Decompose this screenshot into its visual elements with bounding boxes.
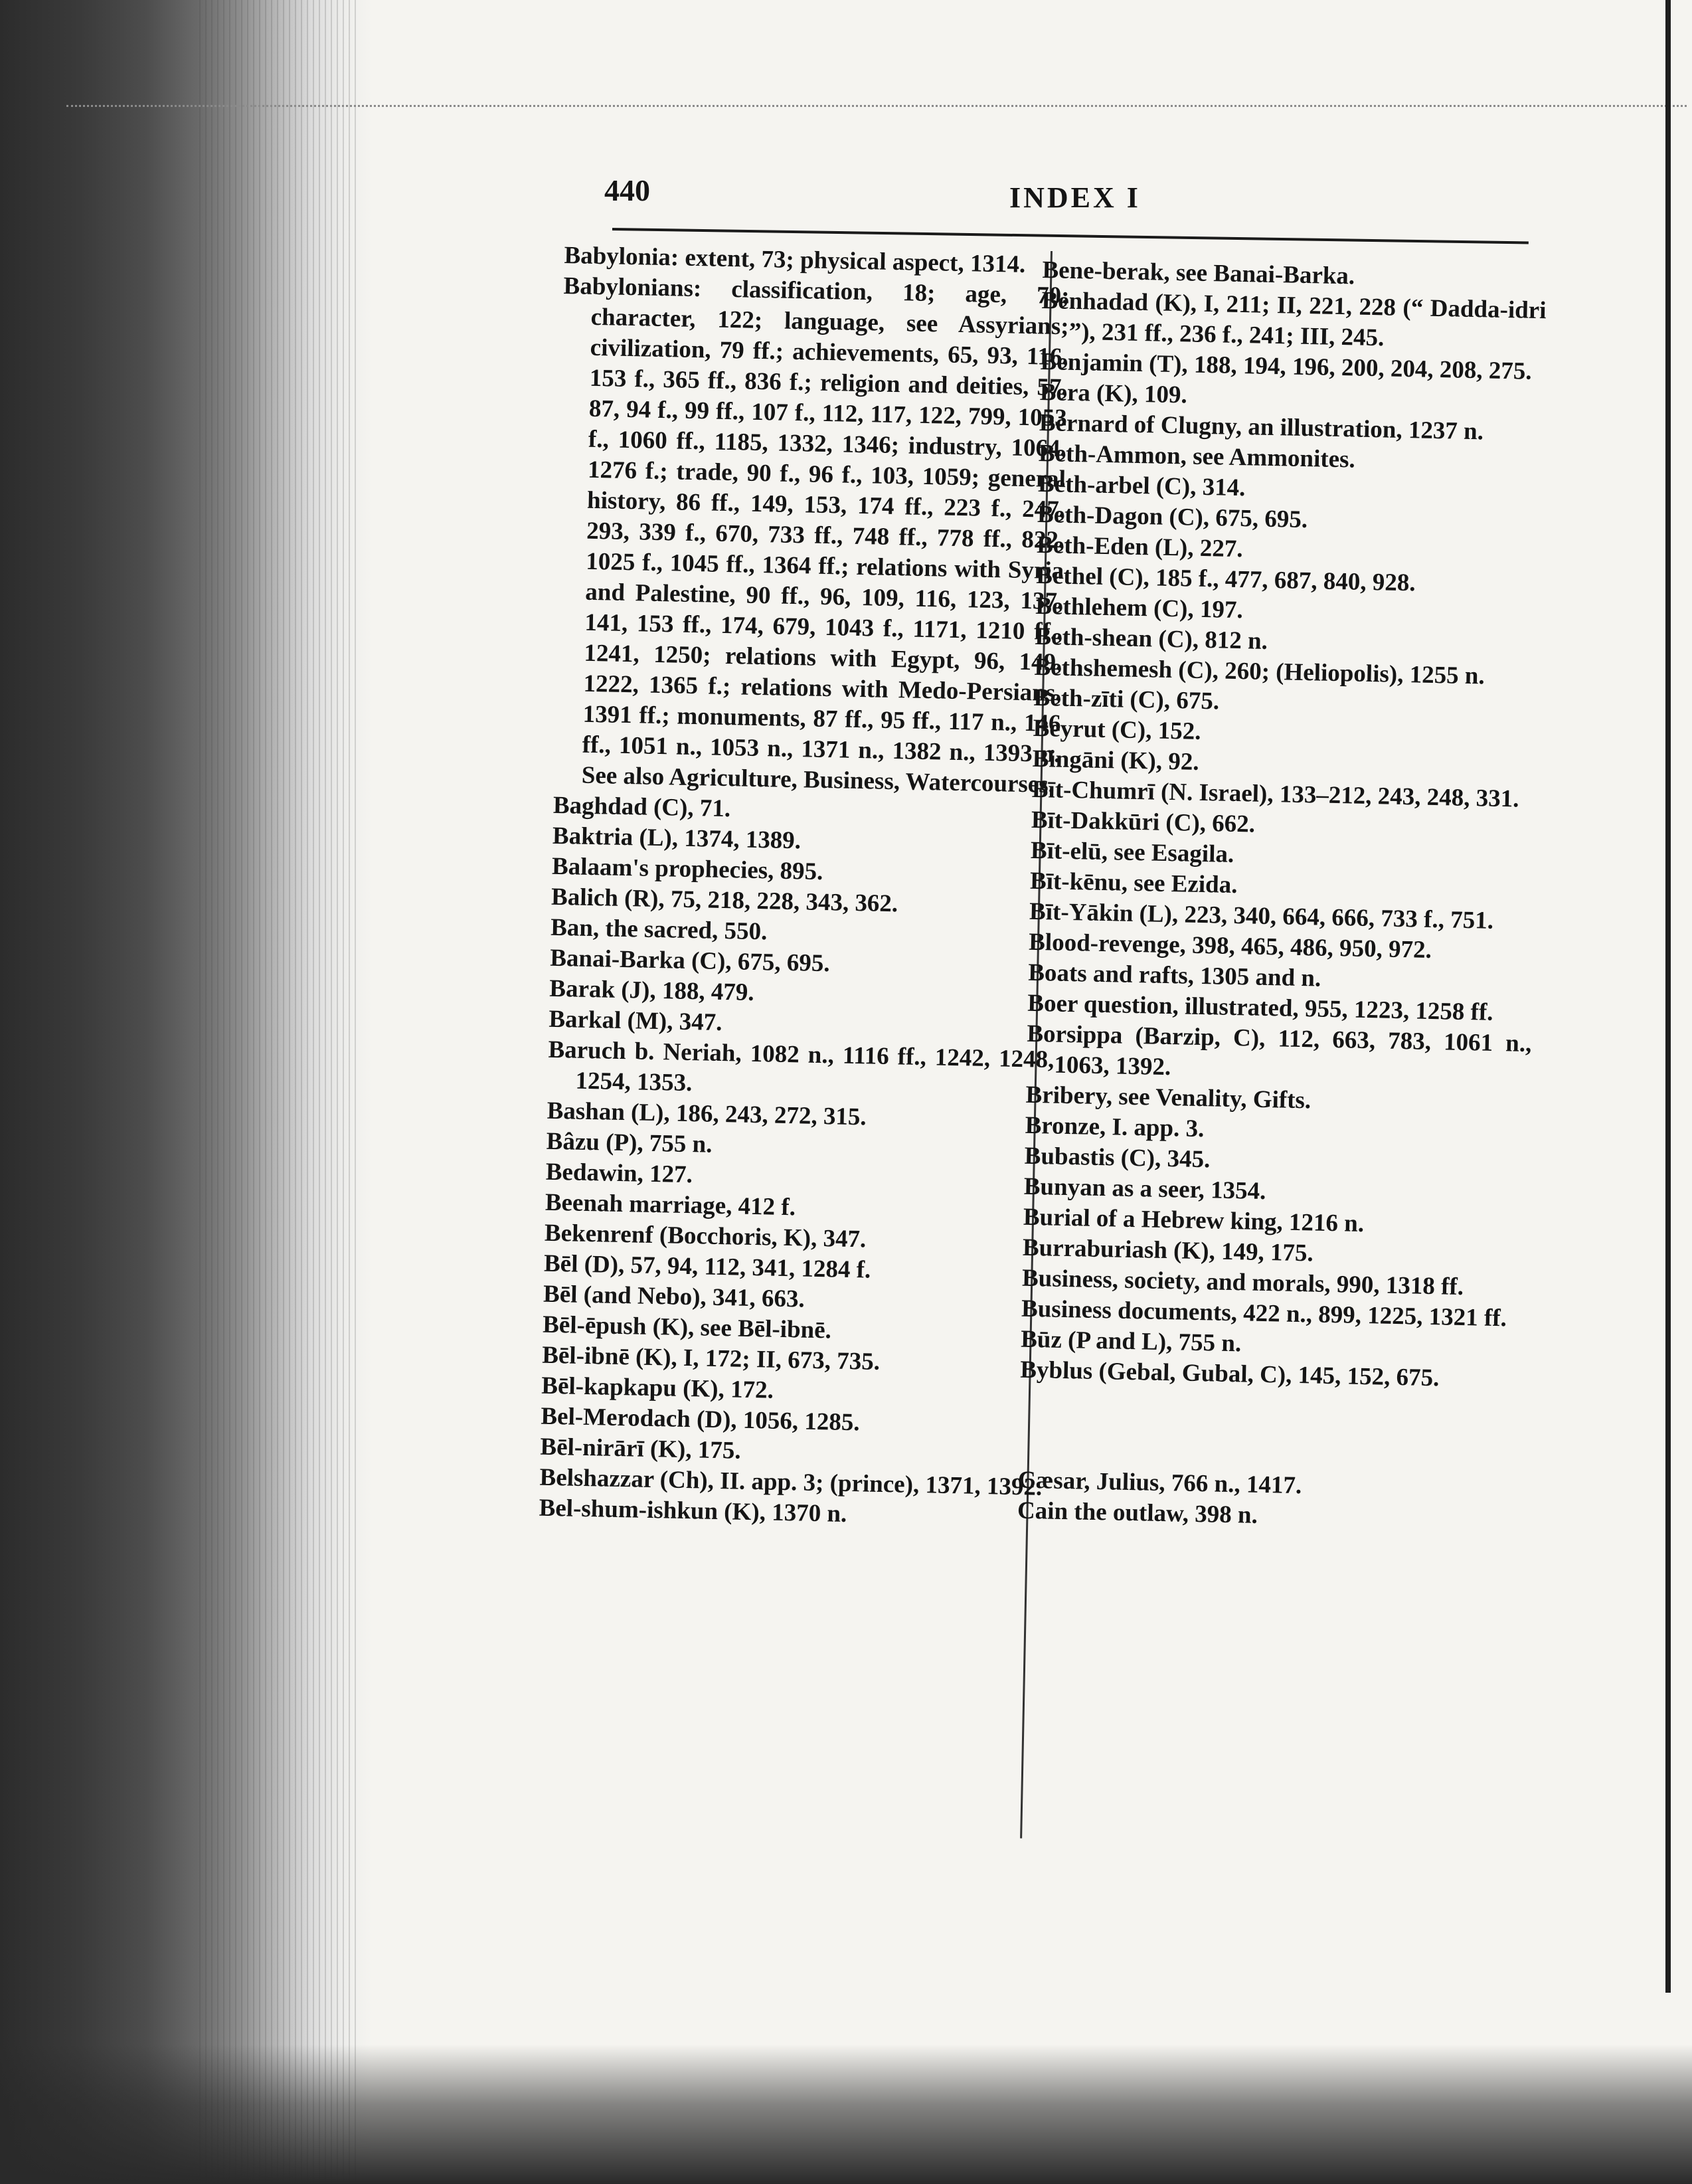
index-entry: Cæsar, Julius, 766 n., 1417. xyxy=(1017,1466,1302,1500)
index-entry: Babylonia: extent, 73; physical aspect, 1314. xyxy=(564,241,1026,278)
scan-top-edge xyxy=(66,105,1687,109)
index-entry: Burraburiash (K), 149, 175. xyxy=(1022,1233,1314,1267)
index-entry: Bunyan as a seer, 1354. xyxy=(1023,1172,1266,1206)
section-gap xyxy=(1019,1410,1524,1451)
index-entry: Beth-arbel (C), 314. xyxy=(1037,470,1246,502)
index-entry: Bingāni (K), 92. xyxy=(1032,745,1199,776)
index-entry: Babylonians: classification, 18; age, 70; character, 122; language, see Assyrians; civilization, 79 ff.; achievements, 65, 93, 116, 153 f., 365 ff., 836 f.; religion and deities, 57, 87, 94 f., 99 ff., 107 f., 112, 117, 122, 799, 1053 f., 1060 ff., 1185, 1332, 1346; industry, 1064, 1276 f.; trade, 90 f., 96 f., 103, 1059; general history, 86 ff., 149, 153, 174 ff., 223 f., 247, 293, 339 f., 670, 733 ff., 748 ff., 778 ff., 822, 1025 f., 1045 ff., 1364 ff.; relations with Syria and Palestine, 90 ff., 96, 109, 116, 123, 137, 141, 153 ff., 174, 679, 1043 f., 1171, 1210 ff., 1241, 1250; relations with Egypt, 96, 149, 1222, 1365 f.; relations with Medo-Persians, 1391 ff.; monuments, 87 ff., 95 ff., 117 n., 146 ff., 1051 n., 1053 n., 1371 n., 1382 n., 1393 n. See also Agriculture, Business, Watercourses. xyxy=(563,272,1070,798)
index-entry: Bethlehem (C), 197. xyxy=(1035,592,1244,624)
index-entry: Benjamin (T), 188, 194, 196, 200, 204, 208, 275. xyxy=(1040,347,1533,385)
index-entry: Burial of a Hebrew king, 1216 n. xyxy=(1023,1203,1365,1238)
index-entry: Baktria (L), 1374, 1389. xyxy=(552,822,802,855)
index-entry: Bēl-kapkapu (K), 172. xyxy=(541,1372,774,1404)
index-column-left xyxy=(539,240,1070,1534)
index-entry: Beth-Dagon (C), 675, 695. xyxy=(1037,500,1308,534)
index-entry: Business, society, and morals, 990, 1318 ff. xyxy=(1021,1264,1464,1301)
index-entry: Bēl (D), 57, 94, 112, 341, 1284 f. xyxy=(543,1249,871,1284)
index-entry: Beth-Ammon, see Ammonites. xyxy=(1038,439,1356,474)
index-entry: Ban, the sacred, 550. xyxy=(550,913,768,946)
index-entry: Būz (P and L), 755 n. xyxy=(1020,1325,1242,1358)
header-rule xyxy=(612,228,1529,244)
index-entry: Cain the outlaw, 398 n. xyxy=(1017,1497,1258,1529)
index-entry: Bel-Merodach (D), 1056, 1285. xyxy=(541,1402,861,1437)
index-entry: Beenah marriage, 412 f. xyxy=(545,1188,796,1222)
index-column-right xyxy=(1017,255,1547,1536)
index-entry: Bīt-Yākin (L), 223, 340, 664, 666, 733 f., 751. xyxy=(1029,897,1494,935)
index-entry: Baruch b. Neriah, 1082 n., 1116 ff., 1242, 1248, 1254, 1353. xyxy=(548,1036,1055,1097)
index-entry: Bene-berak, see Banai-Barka. xyxy=(1042,256,1355,290)
scan-bottom-shadow xyxy=(0,2045,1692,2184)
page-number: 440 xyxy=(604,173,650,207)
index-entry: Benhadad (K), I, 211; II, 221, 228 (“ Dadda-idri ”), 231 ff., 236 f., 241; III, 245. xyxy=(1041,286,1547,352)
index-entry: Borsippa (Barzip, C), 112, 663, 783, 1061 n., 1063, 1392. xyxy=(1027,1020,1532,1081)
index-entry: Banai-Barka (C), 675, 695. xyxy=(549,944,831,978)
index-entry: Bekenrenf (Bocchoris, K), 347. xyxy=(544,1219,867,1253)
index-entry: Bera (K), 109. xyxy=(1039,378,1188,409)
page-edges xyxy=(199,0,359,2184)
index-entry: Bēl-nirārī (K), 175. xyxy=(540,1433,742,1465)
index-entry: Balaam's prophecies, 895. xyxy=(551,852,823,886)
index-entry: Bethshemesh (C), 260; (Heliopolis), 1255 n. xyxy=(1034,653,1485,690)
index-entry: Bīt-kēnu, see Ezida. xyxy=(1029,867,1238,899)
index-entry: Balich (R), 75, 218, 228, 343, 362. xyxy=(550,883,898,918)
index-entry: Beth-zīti (C), 675. xyxy=(1033,683,1220,715)
index-entry: Belshazzar (Ch), II. app. 3; (prince), 1371, 1392. xyxy=(539,1463,1043,1501)
index-entry: Blood-revenge, 398, 465, 486, 950, 972. xyxy=(1028,928,1432,964)
index-entry: Bīt-elū, see Esagila. xyxy=(1030,836,1234,868)
index-entry: Bronze, I. app. 3. xyxy=(1025,1111,1205,1143)
index-entry: Beth-Eden (L), 227. xyxy=(1036,531,1243,563)
index-entry: Bethel (C), 185 f., 477, 687, 840, 928. xyxy=(1035,561,1416,597)
index-entry: Boer question, illustrated, 955, 1223, 1258 ff. xyxy=(1027,989,1493,1026)
index-entry: Bernard of Clugny, an illustration, 1237 n. xyxy=(1039,409,1484,446)
running-head: INDEX I xyxy=(1009,181,1141,214)
index-entry: Bashan (L), 186, 243, 272, 315. xyxy=(547,1097,867,1131)
index-entry: Beth-shean (C), 812 n. xyxy=(1035,622,1268,655)
index-entry: Bel-shum-ishkun (K), 1370 n. xyxy=(539,1494,847,1528)
index-entry: Bēl-ibnē (K), I, 172; II, 673, 735. xyxy=(541,1341,881,1376)
index-entry: Byblus (Gebal, Gubal, C), 145, 152, 675. xyxy=(1019,1356,1440,1392)
index-entry: Bubastis (C), 345. xyxy=(1024,1142,1211,1174)
index-entry: Bribery, see Venality, Gifts. xyxy=(1025,1081,1311,1115)
index-entry: Barkal (M), 347. xyxy=(549,1005,722,1036)
index-entry: Bēl-ēpush (K), see Bēl-ibnē. xyxy=(542,1311,832,1344)
index-entry: Bīt-Dakkūri (C), 662. xyxy=(1031,806,1256,838)
index-entry: Baghdad (C), 71. xyxy=(552,791,731,823)
index-entry: Business documents, 422 n., 899, 1225, 1321 ff. xyxy=(1021,1295,1507,1332)
index-entry: Bedawin, 127. xyxy=(545,1158,693,1189)
index-entry: Bīt-Chumrī (N. Israel), 133–212, 243, 248, 331. xyxy=(1031,775,1519,813)
index-entry: Boats and rafts, 1305 and n. xyxy=(1027,958,1321,992)
index-entry: Barak (J), 188, 479. xyxy=(549,974,755,1006)
index-entry: Bēl (and Nebo), 341, 663. xyxy=(543,1280,805,1313)
scan-right-border xyxy=(1665,0,1671,1993)
index-entry: Bâzu (P), 755 n. xyxy=(546,1127,713,1158)
index-entry: Beyrut (C), 152. xyxy=(1033,714,1201,745)
